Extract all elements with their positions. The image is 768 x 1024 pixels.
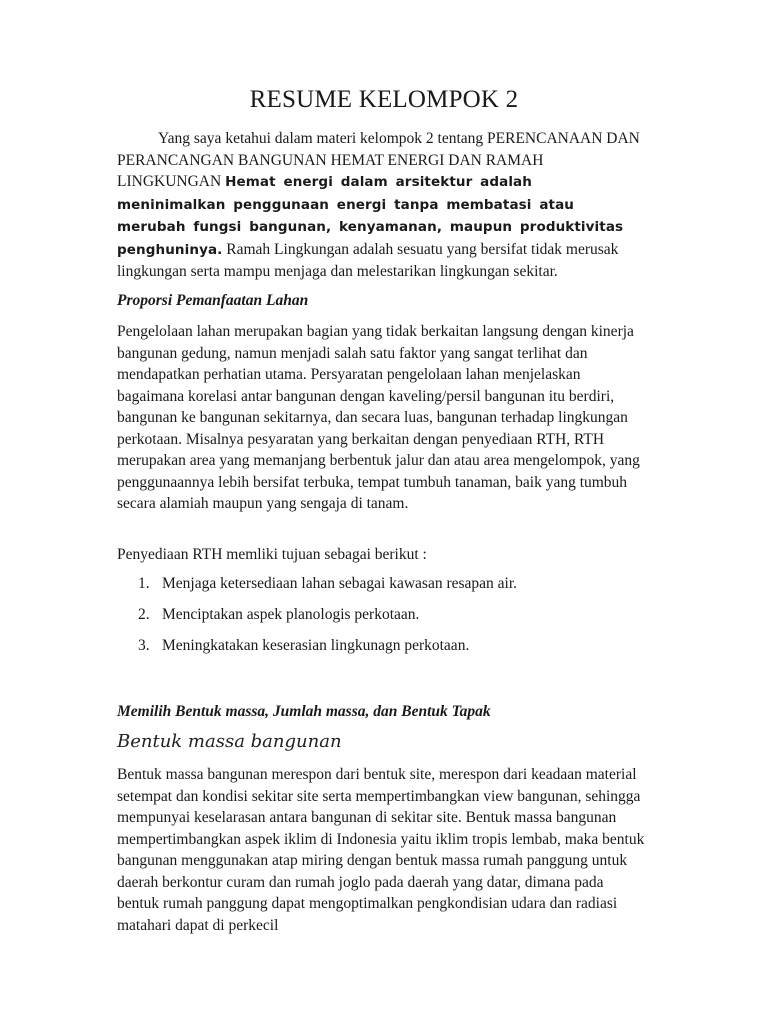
intro-text-serif: Yang saya ketahui dalam materi kelompok 2 tentang PERENCANAAN DAN PERANCANGAN BANGUNAN HEMAT ENERGI DAN RAMAH LINGKUNGAN [117,130,640,190]
list-item [138,606,658,637]
list-intro: Penyediaan RTH memliki tujuan sebagai berikut : [117,546,427,563]
list-number: 3. [138,637,150,654]
rth-goals-list [138,575,658,668]
list-text: Menciptakan aspek planologis perkotaan. [162,606,420,623]
list-text: Meningkatakan keserasian lingkunagn perkotaan. [162,637,470,654]
list-text: Menjaga ketersediaan lahan sebagai kawasan resapan air. [162,575,518,592]
list-item [138,575,658,606]
intro-text-serif-end: Ramah Lingkungan adalah sesuatu yang bersifat tidak merusak lingkungan serta mampu menjaga dan melestarikan lingkungan sekitar. [117,240,619,280]
intro-paragraph [117,128,647,283]
intro-text-sans: Hemat energi dalam arsitektur adalah meninimalkan penggunaan energi tanpa membatasi atau merubah fungsi bangunan, kenyamanan, maupun produktivitas penghuninya. [117,174,624,258]
list-number: 2. [138,606,150,623]
section-heading-bentuk-massa: Memilih Bentuk massa, Jumlah massa, dan Bentuk Tapak [117,703,491,720]
paragraph-bentuk-massa: Bentuk massa bangunan merespon dari bentuk site, merespon dari keadaan material setempat dan kondisi sekitar site serta mempertimbangkan view bangunan, sehingga mempunyai keselarasan antara bangunan di sekitar site. Bentuk massa bangunan mempertimbangkan aspek iklim di Indonesia yaitu iklim tropis lembab, maka bentuk bangunan menggunakan atap miring dengan bentuk massa rumah panggung untuk daerah berkontur curam dan rumah joglo pada daerah yang datar, dimana pada bentuk rumah panggung dapat mengoptimalkan pengkondisian udara dan radiasi matahari dapat di perkecil [117,766,645,934]
page-title: RESUME KELOMPOK 2 [249,86,519,113]
list-item [138,637,658,668]
list-number: 1. [138,575,150,592]
subheading-bentuk-massa-bangunan: Bentuk massa bangunan [117,731,342,752]
paragraph-pengelolaan: Pengelolaan lahan merupakan bagian yang tidak berkaitan langsung dengan kinerja bangunan gedung, namun menjadi salah satu faktor yang sangat terlihat dan mendapatkan perhatian utama. Persyaratan pengelolaan lahan menjelaskan bagaimana korelasi antar bangunan dengan kaveling/persil bangunan itu berdiri, bangunan ke bangunan sekitarnya, dan secara luas, bangunan terhadap lingkungan perkotaan. Misalnya pesyaratan yang berkaitan dengan penyediaan RTH, RTH merupakan area yang memanjang berbentuk jalur dan atau area mengelompok, yang penggunaannya lebih bersifat terbuka, tempat tumbuh tanaman, baik yang tumbuh secara alamiah maupun yang sengaja di tanam. [117,323,640,512]
section-heading-proporsi: Proporsi Pemanfaatan Lahan [117,292,309,309]
